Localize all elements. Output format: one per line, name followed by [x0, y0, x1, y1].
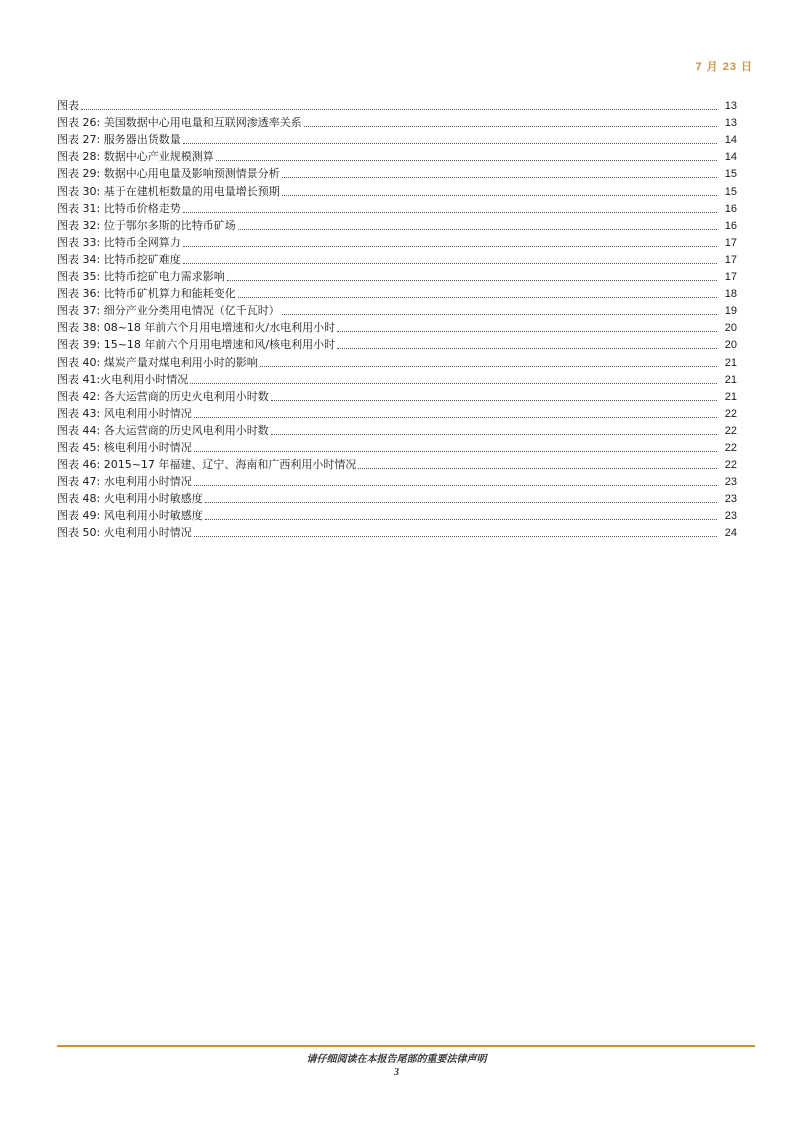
toc-entry[interactable] — [57, 96, 737, 113]
toc-entry-label[interactable]: 图表 42: 各大运营商的历史火电利用小时数 — [57, 389, 269, 403]
toc-entry-label[interactable]: 图表 37: 细分产业分类用电情况（亿千瓦时） — [57, 304, 280, 318]
toc-leader-dots — [227, 280, 717, 281]
toc-entry-page[interactable]: 22 — [724, 441, 737, 454]
toc-entry[interactable] — [57, 489, 737, 506]
toc-entry[interactable] — [57, 370, 737, 387]
toc-entry[interactable] — [57, 250, 737, 267]
toc-entry-label[interactable]: 图表 48: 火电利用小时敏感度 — [57, 492, 203, 506]
toc-entry-page[interactable]: 23 — [724, 493, 737, 506]
toc-entry-label[interactable]: 图表 27: 服务器出货数量 — [57, 133, 181, 147]
toc-entry-label[interactable]: 图表 30: 基于在建机柜数量的用电量增长预期 — [57, 184, 280, 198]
toc-leader-dots — [304, 126, 717, 127]
toc-entry-label[interactable]: 图表 38: 08~18 年前六个月用电增速和火/水电利用小时 — [57, 321, 336, 335]
toc-entry-label[interactable]: 图表 40: 煤炭产量对煤电利用小时的影响 — [57, 355, 258, 369]
toc-leader-dots — [194, 485, 717, 486]
toc-entry-label[interactable]: 图表 34: 比特币挖矿难度 — [57, 252, 181, 266]
toc-entry[interactable] — [57, 438, 737, 455]
toc-leader-dots — [183, 143, 717, 144]
toc-entry[interactable] — [57, 267, 737, 284]
toc-entry-label[interactable]: 图表 49: 风电利用小时敏感度 — [57, 509, 203, 523]
footer-divider — [57, 1045, 755, 1047]
toc-leader-dots — [238, 297, 717, 298]
toc-entry-label[interactable]: 图表 36: 比特币矿机算力和能耗变化 — [57, 287, 236, 301]
toc-entry-page[interactable]: 17 — [724, 271, 737, 284]
toc-leader-dots — [183, 212, 717, 213]
toc-entry-page[interactable]: 18 — [724, 288, 737, 301]
toc-entry[interactable] — [57, 352, 737, 369]
toc-leader-dots — [194, 536, 717, 537]
toc-leader-dots — [194, 417, 717, 418]
toc-entry-page[interactable]: 14 — [724, 151, 737, 164]
toc-entry-page[interactable]: 13 — [724, 100, 737, 113]
toc-entry[interactable] — [57, 404, 737, 421]
toc-entry[interactable] — [57, 472, 737, 489]
toc-entry[interactable] — [57, 335, 737, 352]
toc-entry-page[interactable]: 20 — [724, 339, 737, 352]
toc-leader-dots — [183, 263, 717, 264]
toc-leader-dots — [260, 366, 717, 367]
toc-entry-page[interactable]: 22 — [724, 424, 737, 437]
toc-entry-label[interactable]: 图表 46: 2015~17 年福建、辽宁、海南和广西利用小时情况 — [57, 458, 357, 472]
toc-entry[interactable] — [57, 181, 737, 198]
toc-entry-page[interactable]: 17 — [724, 253, 737, 266]
toc-leader-dots — [271, 400, 717, 401]
footer-disclaimer: 请仔细阅读在本报告尾部的重要法律声明 — [306, 1054, 487, 1065]
toc-leader-dots — [282, 314, 717, 315]
toc-leader-dots — [205, 502, 717, 503]
report-date: 7 月 23 日 — [695, 61, 753, 73]
toc-entry[interactable] — [57, 455, 737, 472]
toc-entry-label[interactable]: 图表 35: 比特币挖矿电力需求影响 — [57, 270, 225, 284]
toc-entry[interactable] — [57, 284, 737, 301]
toc-entry-label[interactable]: 图表 50: 火电利用小时情况 — [57, 526, 192, 540]
toc-entry[interactable] — [57, 318, 737, 335]
table-of-figures — [57, 96, 737, 540]
toc-entry-label[interactable]: 图表 47: 水电利用小时情况 — [57, 475, 192, 489]
toc-leader-dots — [337, 348, 717, 349]
toc-entry-label[interactable]: 图表 — [57, 99, 79, 113]
toc-leader-dots — [81, 109, 717, 110]
toc-entry-label[interactable]: 图表 43: 风电利用小时情况 — [57, 406, 192, 420]
toc-entry-page[interactable]: 17 — [724, 236, 737, 249]
toc-entry-page[interactable]: 23 — [724, 476, 737, 489]
toc-entry-label[interactable]: 图表 32: 位于鄂尔多斯的比特币矿场 — [57, 218, 236, 232]
toc-leader-dots — [271, 434, 717, 435]
toc-entry[interactable] — [57, 387, 737, 404]
toc-leader-dots — [183, 246, 717, 247]
toc-entry-page[interactable]: 22 — [724, 407, 737, 420]
toc-entry[interactable] — [57, 421, 737, 438]
toc-leader-dots — [238, 229, 717, 230]
page-number: 3 — [394, 1067, 399, 1078]
toc-entry[interactable] — [57, 147, 737, 164]
toc-entry-page[interactable]: 21 — [724, 390, 737, 403]
toc-entry-label[interactable]: 图表 45: 核电利用小时情况 — [57, 440, 192, 454]
toc-entry[interactable] — [57, 301, 737, 318]
toc-entry[interactable] — [57, 233, 737, 250]
toc-leader-dots — [282, 195, 717, 196]
toc-entry-label[interactable]: 图表 26: 美国数据中心用电量和互联网渗透率关系 — [57, 116, 302, 130]
toc-entry-label[interactable]: 图表 41:火电利用小时情况 — [57, 372, 189, 386]
toc-entry-page[interactable]: 15 — [724, 168, 737, 181]
toc-entry-page[interactable]: 23 — [724, 510, 737, 523]
toc-entry[interactable] — [57, 216, 737, 233]
toc-entry[interactable] — [57, 164, 737, 181]
toc-entry[interactable] — [57, 199, 737, 216]
toc-leader-dots — [282, 177, 717, 178]
toc-entry-page[interactable]: 21 — [724, 356, 737, 369]
toc-entry-page[interactable]: 13 — [724, 117, 737, 130]
toc-entry-page[interactable]: 16 — [724, 219, 737, 232]
toc-leader-dots — [194, 451, 717, 452]
toc-entry-page[interactable]: 14 — [724, 134, 737, 147]
toc-entry-page[interactable]: 22 — [724, 459, 737, 472]
toc-entry[interactable] — [57, 523, 737, 540]
toc-entry[interactable] — [57, 113, 737, 130]
toc-entry-page[interactable]: 19 — [724, 305, 737, 318]
toc-entry-label[interactable]: 图表 39: 15~18 年前六个月用电增速和风/核电利用小时 — [57, 338, 336, 352]
toc-leader-dots — [216, 160, 717, 161]
toc-entry-label[interactable]: 图表 31: 比特币价格走势 — [57, 201, 181, 215]
toc-entry-page[interactable]: 16 — [724, 202, 737, 215]
toc-entry-label[interactable]: 图表 28: 数据中心产业规模测算 — [57, 150, 214, 164]
toc-entry[interactable] — [57, 130, 737, 147]
toc-entry-page[interactable]: 20 — [724, 322, 737, 335]
toc-entry-label[interactable]: 图表 29: 数据中心用电量及影响预测情景分析 — [57, 167, 280, 181]
toc-entry[interactable] — [57, 506, 737, 523]
toc-leader-dots — [190, 383, 717, 384]
toc-leader-dots — [205, 519, 717, 520]
toc-entry-label[interactable]: 图表 44: 各大运营商的历史风电利用小时数 — [57, 423, 269, 437]
toc-leader-dots — [337, 331, 717, 332]
toc-entry-page[interactable]: 24 — [724, 527, 737, 540]
toc-entry-label[interactable]: 图表 33: 比特币全网算力 — [57, 235, 181, 249]
toc-entry-page[interactable]: 21 — [724, 373, 737, 386]
toc-entry-page[interactable]: 15 — [724, 185, 737, 198]
toc-leader-dots — [358, 468, 717, 469]
